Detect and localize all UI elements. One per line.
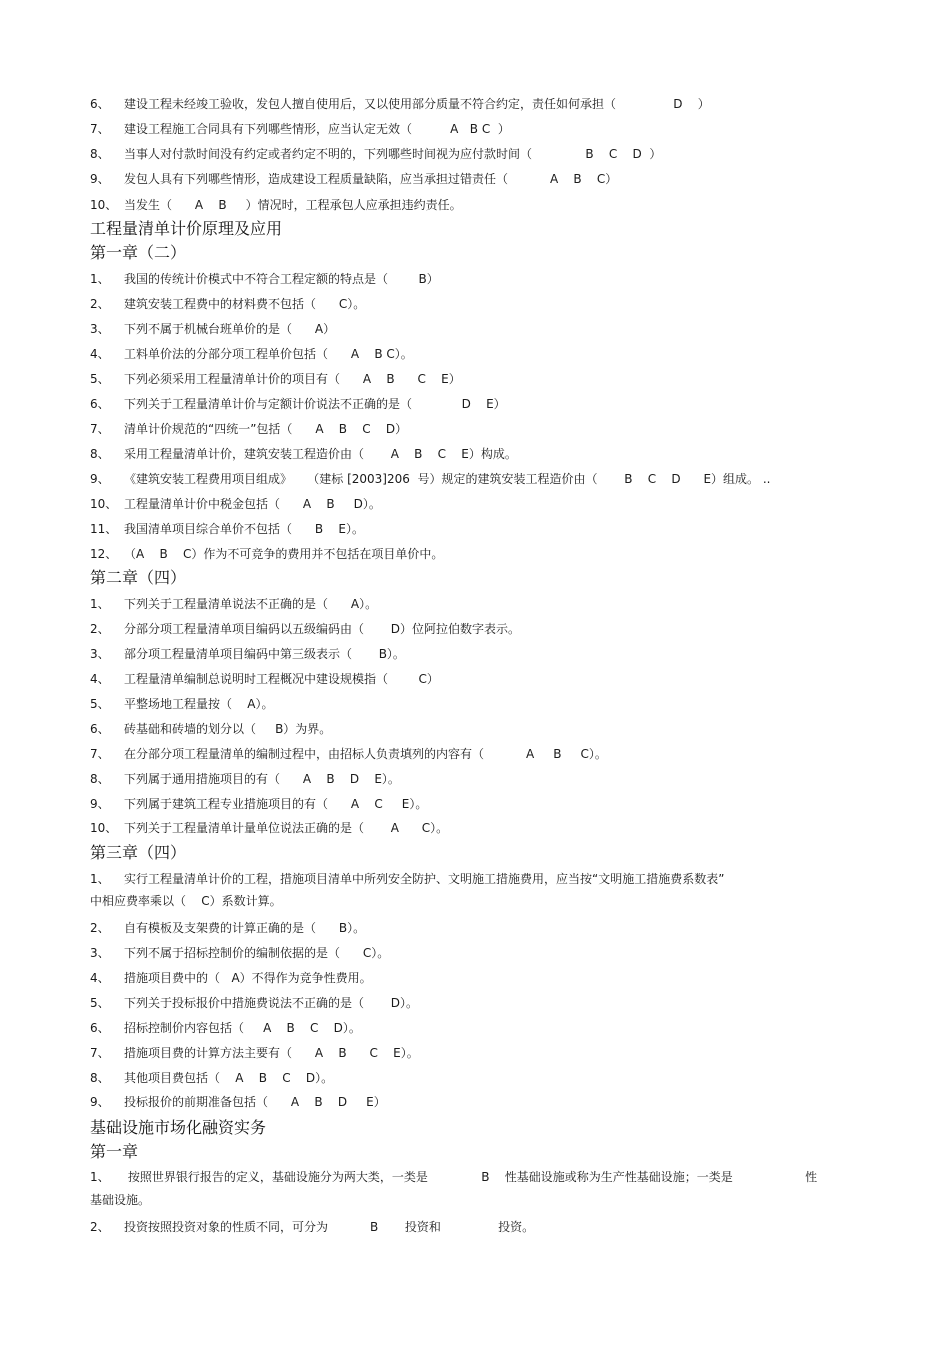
question-item: 7、 清单计价规范的“四统一”包括（ A B C D） [90,422,408,436]
question-item: 9、 发包人具有下列哪些情形，造成建设工程质量缺陷，应当承担过错责任（ A B C） [90,172,618,186]
question-item: 1、 下列关于工程量清单说法不正确的是（ A）。 [90,597,378,611]
chapter-heading: 第一章（二） [90,243,187,262]
question-item: 8、 下列属于通用措施项目的有（ A B D E）。 [90,772,400,786]
question-item: 4、 工程量清单编制总说明时工程概况中建设规模指（ C） [90,672,439,686]
question-item: 2、 建筑安装工程费中的材料费不包括（ C）。 [90,297,366,311]
question-item: 9、 下列属于建筑工程专业措施项目的有（ A C E）。 [90,797,428,811]
question-item: 10、 下列关于工程量清单计量单位说法正确的是（ A C）。 [90,821,449,835]
question-item: 9、 《建筑安装工程费用项目组成》 （建标 [2003]206 号）规定的建筑安装工程造价由（ B C D E）组成。 .. [90,472,771,486]
question-item: 3、 部分项工程量清单项目编码中第三级表示（ B）。 [90,647,405,661]
question-item: 10、 当发生（ A B ）情况时，工程承包人应承担违约责任。 [90,198,462,212]
book-heading: 基础设施市场化融资实务 [90,1118,267,1137]
question-item: 1、 实行工程量清单计价的工程，措施项目清单中所列安全防护、文明施工措施费用，应当按“文明施工措施费系数表” [90,872,725,886]
question-item: 2、 投资按照投资对象的性质不同，可分为 B 投资和 投资。 [90,1220,535,1234]
question-item-continuation: 中相应费率乘以（ C）系数计算。 [90,894,282,908]
question-item: 2、 自有模板及支架费的计算正确的是（ B）。 [90,921,366,935]
question-item: 10、 工程量清单计价中税金包括（ A B D）。 [90,497,381,511]
book-heading: 工程量清单计价原理及应用 [90,219,283,238]
question-item: 1、 我国的传统计价模式中不符合工程定额的特点是（ B） [90,272,439,286]
question-item: 2、 分部分项工程量清单项目编码以五级编码由（ D）位阿拉伯数字表示。 [90,622,520,636]
question-item: 1、 按照世界银行报告的定义，基础设施分为两大类，一类是 B 性基础设施或称为生产性基础设施；一类是 性 [90,1170,818,1184]
question-item: 12、 （A B C）作为不可竞争的费用并不包括在项目单价中。 [90,547,444,561]
question-item: 6、 建设工程未经竣工验收，发包人擅自使用后，又以使用部分质量不符合约定，责任如何承担（ D ） [90,97,710,111]
question-item: 6、 招标控制价内容包括（ A B C D）。 [90,1021,361,1035]
question-item: 6、 下列关于工程量清单计价与定额计价说法不正确的是（ D E） [90,397,506,411]
question-item: 8、 采用工程量清单计价，建筑安装工程造价由（ A B C E）构成。 [90,447,517,461]
question-item: 5、 下列关于投标报价中措施费说法不正确的是（ D）。 [90,996,418,1010]
question-item: 5、 平整场地工程量按（ A）。 [90,697,274,711]
question-item: 5、 下列必须采用工程量清单计价的项目有（ A B C E） [90,372,461,386]
question-item-continuation: 基础设施。 [90,1193,151,1207]
question-item: 7、 建设工程施工合同具有下列哪些情形，应当认定无效（ A B C ） [90,122,510,136]
question-item: 3、 下列不属于招标控制价的编制依据的是（ C）。 [90,946,390,960]
chapter-heading: 第一章 [90,1142,139,1161]
question-item: 11、 我国清单项目综合单价不包括（ B E）。 [90,522,364,536]
question-item: 4、 措施项目费中的（ A）不得作为竞争性费用。 [90,971,372,985]
question-item: 6、 砖基础和砖墙的划分以（ B）为界。 [90,722,332,736]
question-item: 7、 措施项目费的计算方法主要有（ A B C E）。 [90,1046,419,1060]
question-item: 8、 其他项目费包括（ A B C D）。 [90,1071,334,1085]
question-item: 4、 工料单价法的分部分项工程单价包括（ A B C）。 [90,347,413,361]
question-item: 9、 投标报价的前期准备包括（ A B D E） [90,1095,386,1109]
question-item: 3、 下列不属于机械台班单价的是（ A） [90,322,336,336]
question-item: 7、 在分部分项工程量清单的编制过程中，由招标人负责填列的内容有（ A B C）。 [90,747,607,761]
chapter-heading: 第三章（四） [90,843,187,862]
question-item: 8、 当事人对付款时间没有约定或者约定不明的，下列哪些时间视为应付款时间（ B C D ） [90,147,662,161]
chapter-heading: 第二章（四） [90,568,187,587]
